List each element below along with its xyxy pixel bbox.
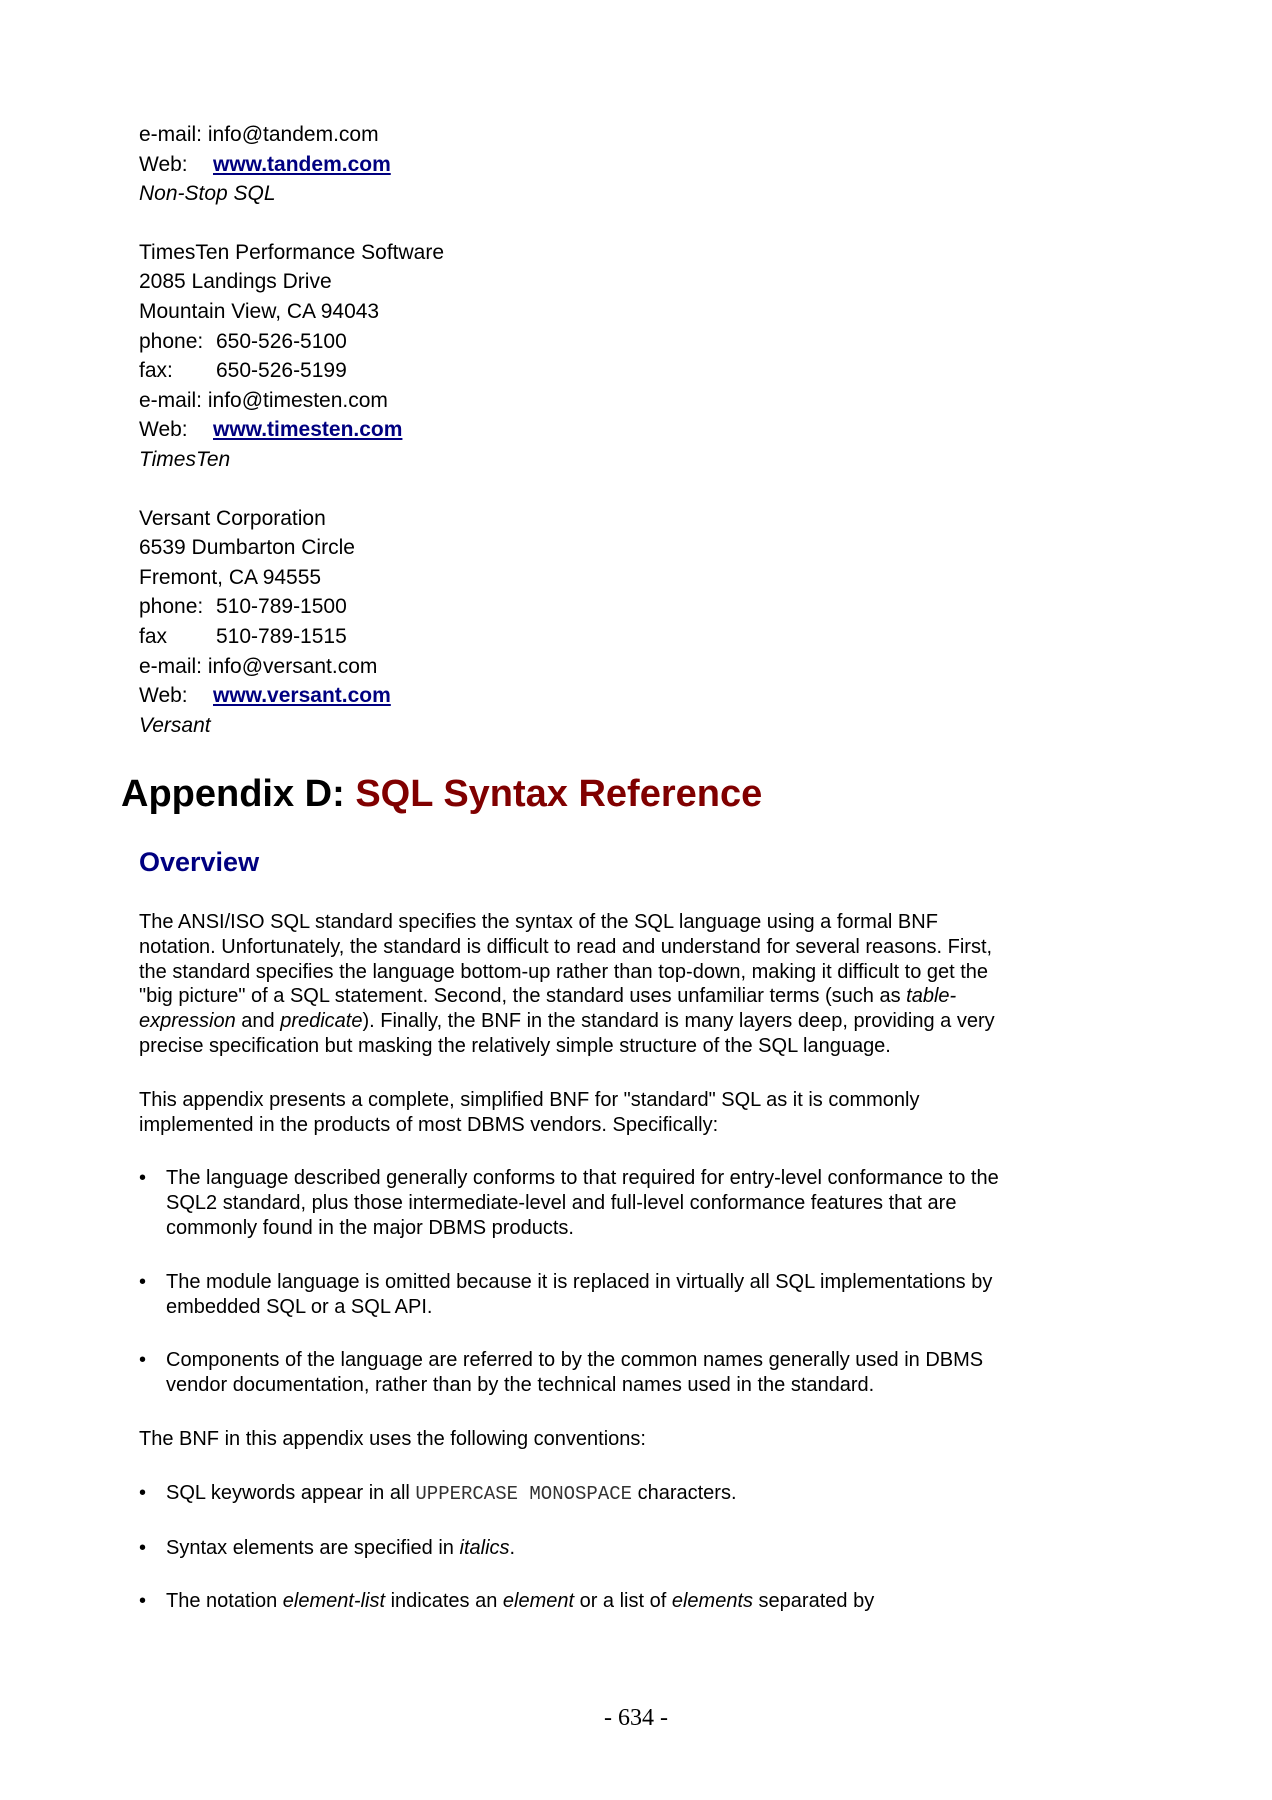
contact-address1: 6539 Dumbarton Circle: [139, 536, 355, 560]
list-item: [139, 1166, 999, 1240]
appendix-title: [121, 770, 762, 818]
web-link[interactable]: www.tandem.com: [213, 152, 391, 176]
list-item: [139, 1481, 999, 1507]
feature-list: [139, 1166, 999, 1398]
fax-number: 650-526-5199: [216, 359, 347, 383]
vendor-contacts: [139, 120, 444, 769]
contact-address2: Fremont, CA 94555: [139, 565, 322, 589]
phone-label: phone:: [139, 595, 204, 619]
term-italic: elements: [671, 1590, 753, 1613]
list-item: [139, 1536, 999, 1561]
phone-number: 650-526-5100: [216, 329, 347, 353]
contact-tandem: [139, 120, 444, 209]
contact-phone-line: [139, 327, 444, 357]
text-run: and: [235, 1010, 281, 1033]
list-item-text: Components of the language are referred to by the common names generally used in DBMS vendor documentation, rather than by the technical names used in the standard.: [166, 1349, 984, 1397]
contact-fax-line: [139, 622, 444, 652]
paragraph-1: [139, 910, 999, 1059]
list-item: [139, 1348, 999, 1398]
term-italic: italics: [459, 1536, 510, 1559]
paragraph-2: This appendix presents a complete, simplified BNF for "standard" SQL as it is commonly implemented in the products of most DBMS vendors. Specifically:: [139, 1088, 920, 1136]
bullet-icon: •: [139, 1590, 147, 1613]
page-number: - 634 -: [604, 1705, 668, 1731]
text-run: .: [509, 1536, 516, 1559]
text-run: ). Finally, the BNF in the standard is many layers deep, providing a very precise specification but masking the relatively simple structure of the SQL language.: [139, 1010, 995, 1057]
paragraph-3: The BNF in this appendix uses the following conventions:: [139, 1427, 646, 1450]
list-item: [139, 1270, 999, 1320]
term-italic: predicate: [280, 1010, 363, 1033]
phone-label: phone:: [139, 329, 204, 353]
contact-address1: 2085 Landings Drive: [139, 270, 332, 294]
web-link[interactable]: www.versant.com: [213, 684, 391, 708]
contact-name: Versant Corporation: [139, 506, 326, 530]
text-run: indicates an: [385, 1590, 503, 1613]
phone-number: 510-789-1500: [216, 595, 347, 619]
bullet-icon: •: [139, 1270, 147, 1293]
list-item-text: The language described generally conforms to that required for entry-level conformance to the SQL2 standard, plus those intermediate-level and full-level conformance features that are commonly found in the major DBMS products.: [166, 1167, 999, 1239]
monospace-sample: UPPERCASE MONOSPACE: [415, 1482, 633, 1505]
contact-product: Non-Stop SQL: [139, 182, 276, 206]
text-run: The notation: [166, 1590, 283, 1613]
text-run: Syntax elements are specified in: [166, 1536, 460, 1559]
term-italic: table-expression: [139, 985, 957, 1033]
bullet-icon: •: [139, 1536, 147, 1559]
contact-address2: Mountain View, CA 94043: [139, 299, 380, 323]
text-run: The ANSI/ISO SQL standard specifies the syntax of the SQL language using a formal BNF notation. Unfortunately, the standard is difficult to read and understand for several reasons. First, the standard specifies the language bottom-up rather than top-down, making it difficult to get the "big picture" of a SQL statement. Second, the standard uses unfamiliar terms (such as: [139, 911, 993, 1008]
contact-product: TimesTen: [139, 447, 231, 471]
fax-label: fax: [139, 624, 168, 648]
overview-heading: Overview: [139, 847, 260, 877]
bullet-icon: •: [139, 1349, 147, 1372]
bullet-icon: •: [139, 1481, 147, 1504]
web-label: Web:: [139, 418, 188, 442]
web-link[interactable]: www.timesten.com: [213, 418, 403, 442]
list-item-text: The module language is omitted because it is replaced in virtually all SQL implementations by embedded SQL or a SQL API.: [166, 1270, 993, 1318]
appendix-title-accent: SQL Syntax Reference: [355, 773, 763, 815]
fax-number: 510-789-1515: [216, 624, 347, 648]
contact-product: Versant: [139, 713, 211, 737]
contact-web-line: [139, 681, 444, 711]
term-italic: element-list: [282, 1590, 386, 1613]
contact-email: e-mail: info@timesten.com: [139, 388, 388, 412]
list-item: [139, 1589, 999, 1614]
contact-web-line: [139, 150, 444, 180]
web-label: Web:: [139, 684, 188, 708]
text-run: separated by: [753, 1590, 875, 1613]
web-label: Web:: [139, 152, 188, 176]
term-italic: element: [502, 1590, 575, 1613]
contact-timesten: [139, 238, 444, 475]
contact-fax-line: [139, 356, 444, 386]
conventions-list: [139, 1481, 999, 1614]
contact-name: TimesTen Performance Software: [139, 240, 445, 264]
text-run: SQL keywords appear in all: [166, 1481, 416, 1504]
appendix-prefix: Appendix D:: [121, 773, 356, 815]
overview-body: [139, 910, 999, 1643]
contact-phone-line: [139, 592, 444, 622]
contact-email: e-mail: info@tandem.com: [139, 123, 379, 146]
text-run: characters.: [632, 1481, 737, 1504]
fax-label: fax:: [139, 359, 173, 383]
bullet-icon: •: [139, 1167, 147, 1190]
contact-web-line: [139, 415, 444, 445]
text-run: or a list of: [574, 1590, 672, 1613]
contact-email: e-mail: info@versant.com: [139, 654, 378, 678]
contact-versant: [139, 504, 444, 741]
